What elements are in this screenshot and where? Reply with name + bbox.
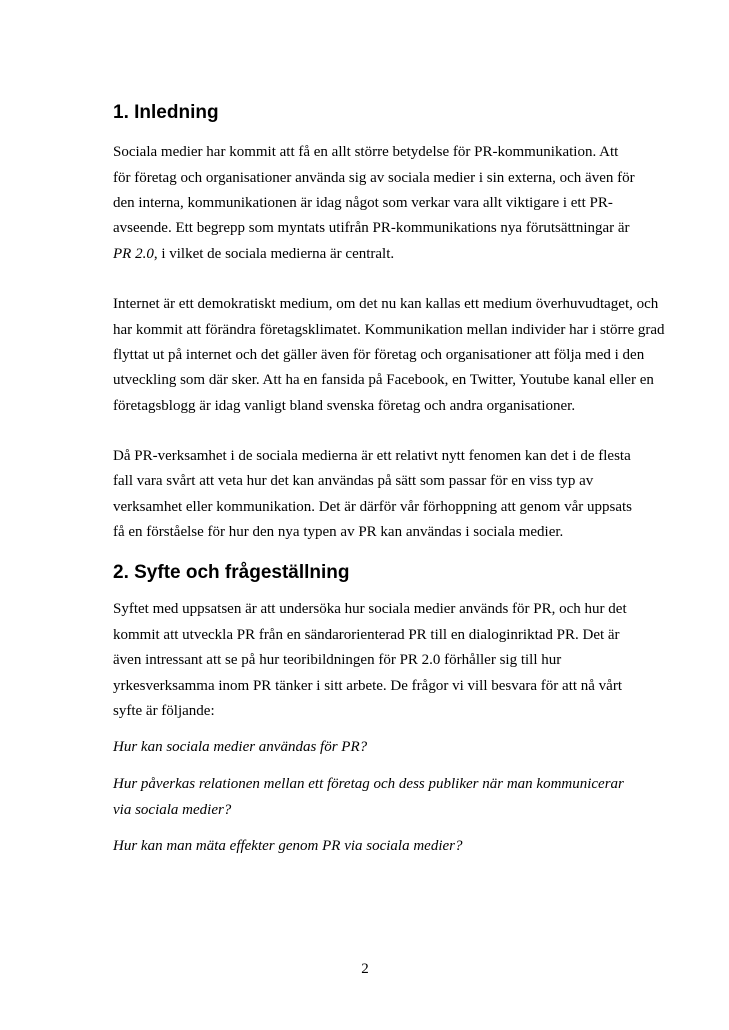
text-line: utveckling som där sker. Att ha en fansida på Facebook, en Twitter, Youtube kanal eller en bbox=[113, 372, 654, 388]
text-line: företagsblogg är idag vanligt bland svenska företag och andra organisationer. bbox=[113, 398, 576, 414]
text-line: kommit att utveckla PR från en sändarorienterad PR till en dialoginriktad PR. Det är bbox=[113, 627, 620, 643]
research-question: Hur kan man mäta effekter genom PR via sociala medier? bbox=[113, 838, 463, 854]
text-span: , i vilket de sociala medierna är centralt. bbox=[153, 246, 395, 262]
text-line bbox=[113, 245, 394, 263]
text-line: få en förståelse för hur den nya typen av PR kan användas i sociala medier. bbox=[113, 524, 564, 540]
text-line: avseende. Ett begrepp som myntats utifrån PR-kommunikations nya förutsättningar är bbox=[113, 220, 630, 236]
pr-term: PR 2.0 bbox=[113, 246, 154, 262]
section-heading-inledning: 1. Inledning bbox=[113, 102, 219, 123]
section-heading-syfte: 2. Syfte och frågeställning bbox=[113, 562, 350, 583]
text-line: Sociala medier har kommit att få en allt större betydelse för PR-kommunikation. Att bbox=[113, 144, 619, 160]
research-question-continued: via sociala medier? bbox=[113, 802, 232, 818]
text-line: flyttat ut på internet och det gäller även för företag och organisationer att följa med i den bbox=[113, 347, 645, 363]
text-line: verksamhet eller kommunikation. Det är därför vår förhoppning att genom vår uppsats bbox=[113, 499, 633, 515]
text-line: fall vara svårt att veta hur det kan användas på sätt som passar för en viss typ av bbox=[113, 473, 594, 489]
text-line: för företag och organisationer använda sig av sociala medier i sin externa, och även för bbox=[113, 170, 635, 186]
research-question: Hur kan sociala medier användas för PR? bbox=[113, 739, 368, 755]
text-line: Internet är ett demokratiskt medium, om det nu kan kallas ett medium överhuvudtaget, och bbox=[113, 296, 659, 312]
text-line: Syftet med uppsatsen är att undersöka hur sociala medier används för PR, och hur det bbox=[113, 601, 627, 617]
page-number: 2 bbox=[361, 961, 369, 977]
research-question: Hur påverkas relationen mellan ett företag och dess publiker när man kommunicerar bbox=[113, 776, 624, 792]
text-line: har kommit att förändra företagsklimatet. Kommunikation mellan individer har i större grad bbox=[113, 322, 665, 338]
text-line: yrkesverksamma inom PR tänker i sitt arbete. De frågor vi vill besvara för att nå vårt bbox=[113, 678, 623, 694]
text-line: även intressant att se på hur teoribildningen för PR 2.0 förhåller sig till hur bbox=[113, 652, 562, 668]
text-line: Då PR-verksamhet i de sociala medierna är ett relativt nytt fenomen kan det i de flesta bbox=[113, 448, 631, 464]
text-line: syfte är följande: bbox=[113, 703, 215, 719]
text-line: den interna, kommunikationen är idag något som verkar vara allt viktigare i ett PR- bbox=[113, 195, 613, 211]
